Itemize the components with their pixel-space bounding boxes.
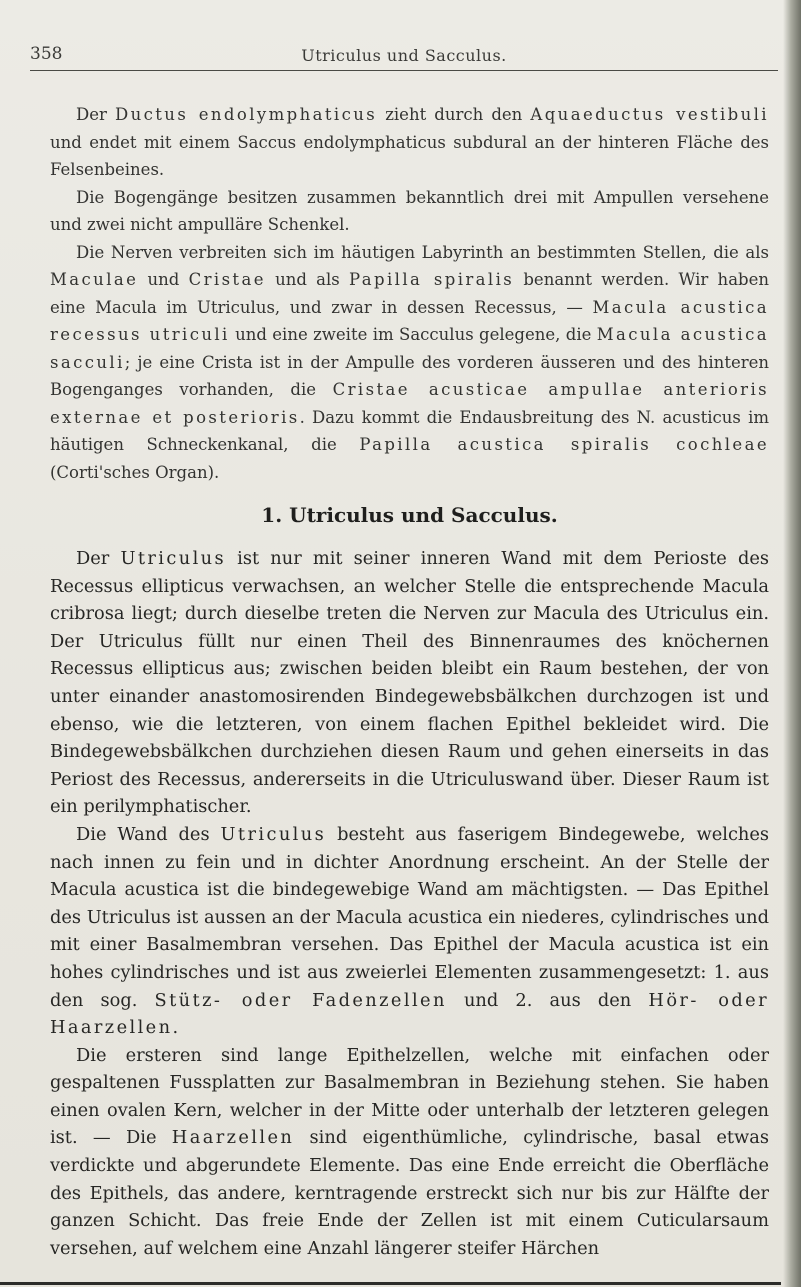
text-run: und als	[265, 270, 349, 289]
section-paragraph-1	[50, 545, 769, 821]
intro-paragraph-1	[50, 101, 769, 184]
spaced-term: Aquaeductus vestibuli	[530, 105, 769, 124]
text-run: zieht durch den	[377, 105, 531, 124]
intro-paragraph-2	[50, 184, 769, 239]
text-run: Die ersteren sind lange Epithelzellen, welche mit einfachen oder gespaltenen Fussplatten zur Basalmembran in Beziehung stehen. Sie haben einen ovalen Kern, welcher in der Mitte oder unterhalb der letzteren gelegen ist. — Die	[50, 1044, 769, 1149]
page-body	[50, 101, 769, 1262]
text-run: ; je eine Crista ist in der Ampulle des vorderen äusseren und des hinteren Bogenganges vorhanden, die	[50, 352, 769, 399]
spaced-term: Macula acustica sacculi	[50, 325, 769, 372]
spaced-term: Cristae	[188, 270, 266, 289]
spaced-term: Haarzellen	[171, 1127, 295, 1149]
spaced-term: Utriculus	[120, 548, 227, 569]
running-header	[30, 40, 778, 71]
text-run: ist nur mit seiner inneren Wand mit dem Perioste des Recessus ellipticus verwachsen, an welcher Stelle die entsprechende Macula cribrosa liegt; durch dieselbe treten die Nerven zur Macula des Utriculus ein. Der Utriculus füllt nur einen Theil des Binnenraumes des knöchernen Recessus ellipticus aus; zwischen beiden bleibt ein Raum bestehen, der von unter einander anastomosirenden Bindegewebsbälkchen durchzogen ist und ebenso, wie die letzteren, von einem flachen Epithel bekleidet wird. Die Bindegewebsbälkchen durchziehen diesen Raum und gehen einerseits in das Periost des Recessus, andererseits in die Utriculuswand über. Dieser Raum ist ein perilymphatischer.	[50, 548, 769, 818]
spaced-term: Stütz- oder Fadenzellen	[154, 989, 447, 1011]
text-run: Der	[76, 548, 121, 569]
text-run: und 2. aus den	[446, 989, 649, 1011]
text-run: sind eigenthümliche, cylindrische, basal etwas verdickte und abgerundete Elemente. Das eine Ende erreicht die Oberfläche des Epithels, das andere, kerntragende erstreckt sich nur bis zur Hälfte der ganzen Schicht. Das freie Ende der Zellen ist mit einem Cuticularsaum versehen, auf welchem eine Anzahl längerer steifer Härchen	[50, 1127, 769, 1259]
spaced-term: Cristae acusticae ampullae anterioris externae et posterioris	[50, 380, 769, 427]
text-run: Die Bogengänge besitzen zusammen bekanntlich drei mit Ampullen versehene und zwei nicht ampulläre Schenkel.	[50, 187, 769, 234]
section-block	[50, 545, 769, 1262]
page-edge-shadow	[783, 0, 801, 1287]
intro-paragraph-3	[50, 239, 769, 487]
text-run: Der	[76, 105, 115, 124]
text-run: Die Nerven verbreiten sich im häutigen Labyrinth an bestimmten Stellen, die als	[76, 242, 769, 262]
bottom-rule	[0, 1282, 781, 1285]
spaced-term: Hör- oder Haarzellen	[50, 989, 769, 1039]
page-number: 358	[30, 44, 63, 64]
spaced-term: Ductus endolymphaticus	[114, 105, 378, 124]
text-run: Die Wand des	[76, 823, 221, 845]
text-run: benannt werden. Wir haben eine Macula im Utriculus, und zwar in dessen Recessus, —	[50, 270, 769, 317]
section-paragraph-3	[50, 1042, 769, 1263]
text-run: und eine zweite im Sacculus gelegene, die	[229, 325, 597, 344]
text-run: und	[138, 270, 189, 289]
section-heading: 1. Utriculus und Sacculus.	[261, 503, 558, 527]
text-run: besteht aus faserigem Bindegewebe, welches nach innen zu fein und in dichter Anordnung erscheint. An der Stelle der Macula acustica ist die bindegewebige Wand am mächtigsten. — Das Epithel des Utriculus ist aussen an der Macula acustica ein niederes, cylindrisches und mit einer Basalmembran versehen. Das Epithel der Macula acustica ist ein hohes cylindrisches und ist aus zweierlei Elementen zusammengesetzt: 1. aus den sog.	[50, 823, 769, 1011]
text-run: .	[172, 1017, 179, 1039]
spaced-term: Utriculus	[220, 823, 327, 845]
spaced-term: Papilla acustica spiralis cochleae	[359, 435, 769, 454]
text-run: (Corti'sches Organ).	[50, 462, 220, 482]
spaced-term: Maculae	[50, 270, 139, 289]
section-paragraph-2	[50, 821, 769, 1042]
intro-block	[50, 101, 769, 486]
spaced-term: Papilla spiralis	[349, 270, 515, 289]
text-run: und endet mit einem Saccus endolymphaticus subdural an der hinteren Fläche des Felsenbeines.	[50, 132, 769, 179]
running-title: Utriculus und Sacculus.	[301, 46, 507, 65]
text-run: . Dazu kommt die Endausbreitung des N. acusticus im häutigen Schneckenkanal, die	[50, 407, 769, 454]
spaced-term: Macula acustica recessus utriculi	[50, 297, 769, 344]
